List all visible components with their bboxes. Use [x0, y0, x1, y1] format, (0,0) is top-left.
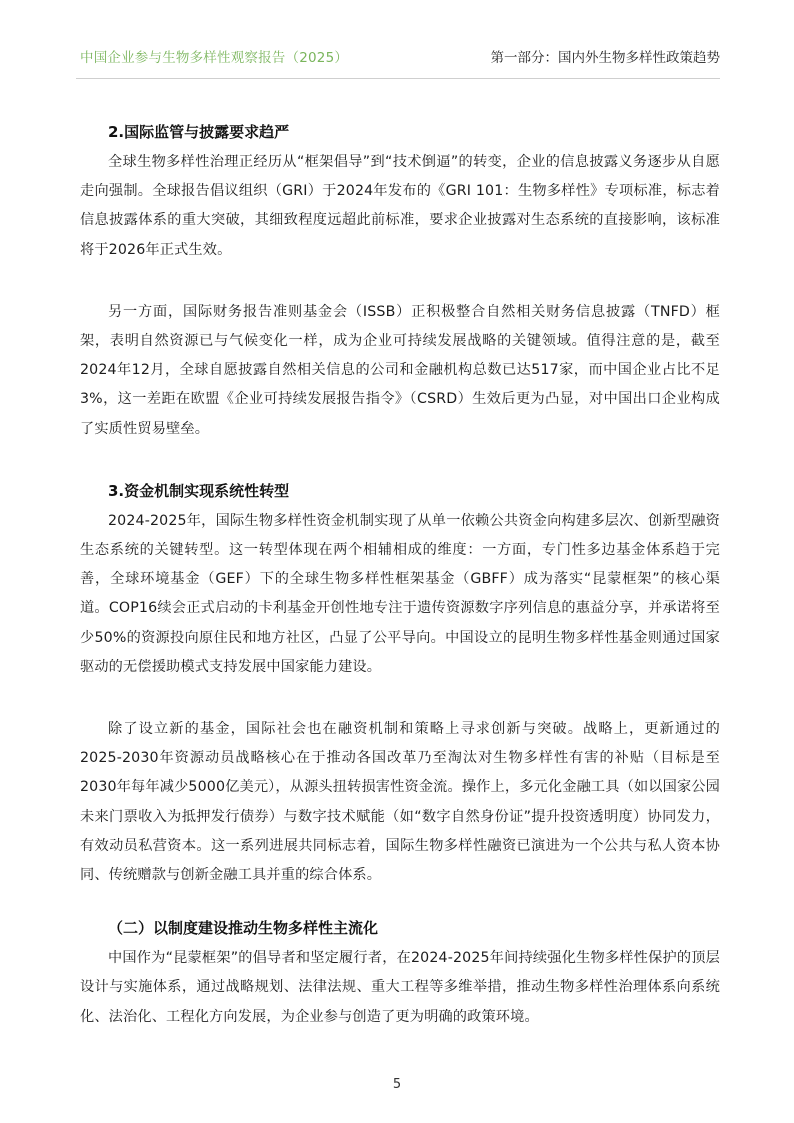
page-number: 5	[392, 1077, 402, 1092]
page-body	[80, 118, 720, 1032]
paragraph: 除了设立新的基金，国际社会也在融资机制和策略上寻求创新与突破。战略上，更新通过的2025-2030年资源动员战略核心在于推动各国改革乃至淘汰对生物多样性有害的补贴（目标是至2030年每年减少5000亿美元），从源头扭转损害性资金流。操作上，多元化金融工具（如以国家公园未来门票收入为抵押发行债券）与数字技术赋能（如“数字自然身份证”提升投资透明度）协同发力，有效动员私营资本。这一系列进展共同标志着，国际生物多样性融资已演进为一个公共与私人资本协同、传统赠款与创新金融工具并重的综合体系。	[80, 721, 720, 884]
section-title: 第一部分：国内外生物多样性政策趋势	[490, 50, 720, 66]
paragraph: 中国作为“昆蒙框架”的倡导者和坚定履行者，在2024-2025年间持续强化生物多样性保护的顶层设计与实施体系，通过战略规划、法律法规、重大工程等多维举措，推动生物多样性治理体系向系统化、法治化、工程化方向发展，为企业参与创造了更为明确的政策环境。	[80, 950, 720, 1025]
paragraph: 另一方面，国际财务报告准则基金会（ISSB）正积极整合自然相关财务信息披露（TNFD）框架，表明自然资源已与气候变化一样，成为企业可持续发展战略的关键领域。值得注意的是，截至2024年12月，全球自愿披露自然相关信息的公司和金融机构总数已达517家，而中国企业占比不足3%，这一差距在欧盟《企业可持续发展报告指令》（CSRD）生效后更为凸显，对中国出口企业构成了实质性贸易壁垒。	[80, 303, 720, 437]
page-header	[0, 46, 794, 72]
heading-regulation-disclosure: 2.国际监管与披露要求趋严	[108, 123, 290, 141]
paragraph: 全球生物多样性治理正经历从“框架倡导”到“技术倒逼”的转变，企业的信息披露义务逐步从自愿走向强制。全球报告倡议组织（GRI）于2024年发布的《GRI 101：生物多样性》专项标准，标志着信息披露体系的重大突破，其细致程度远超此前标准，要求企业披露对生态系统的直接影响，该标准将于2026年正式生效。	[80, 154, 720, 258]
heading-institutional-mainstreaming: （二）以制度建设推动生物多样性主流化	[108, 919, 379, 938]
paragraph: 2024-2025年，国际生物多样性资金机制实现了从单一依赖公共资金向构建多层次、创新型融资生态系统的关键转型。这一转型体现在两个相辅相成的维度：一方面，专门性多边基金体系趋于完善，全球环境基金（GEF）下的全球生物多样性框架基金（GBFF）成为落实“昆蒙框架”的核心渠道。COP16续会正式启动的卡利基金开创性地专注于遗传资源数字序列信息的惠益分享，并承诺将至少50%的资源投向原住民和地方社区，凸显了公平导向。中国设立的昆明生物多样性基金则通过国家驱动的无偿援助模式支持发展中国家能力建设。	[80, 512, 720, 675]
report-title: 中国企业参与生物多样性观察报告（2025）	[80, 50, 349, 66]
heading-funding-mechanism: 3.资金机制实现系统性转型	[108, 481, 290, 500]
header-divider	[76, 78, 720, 79]
